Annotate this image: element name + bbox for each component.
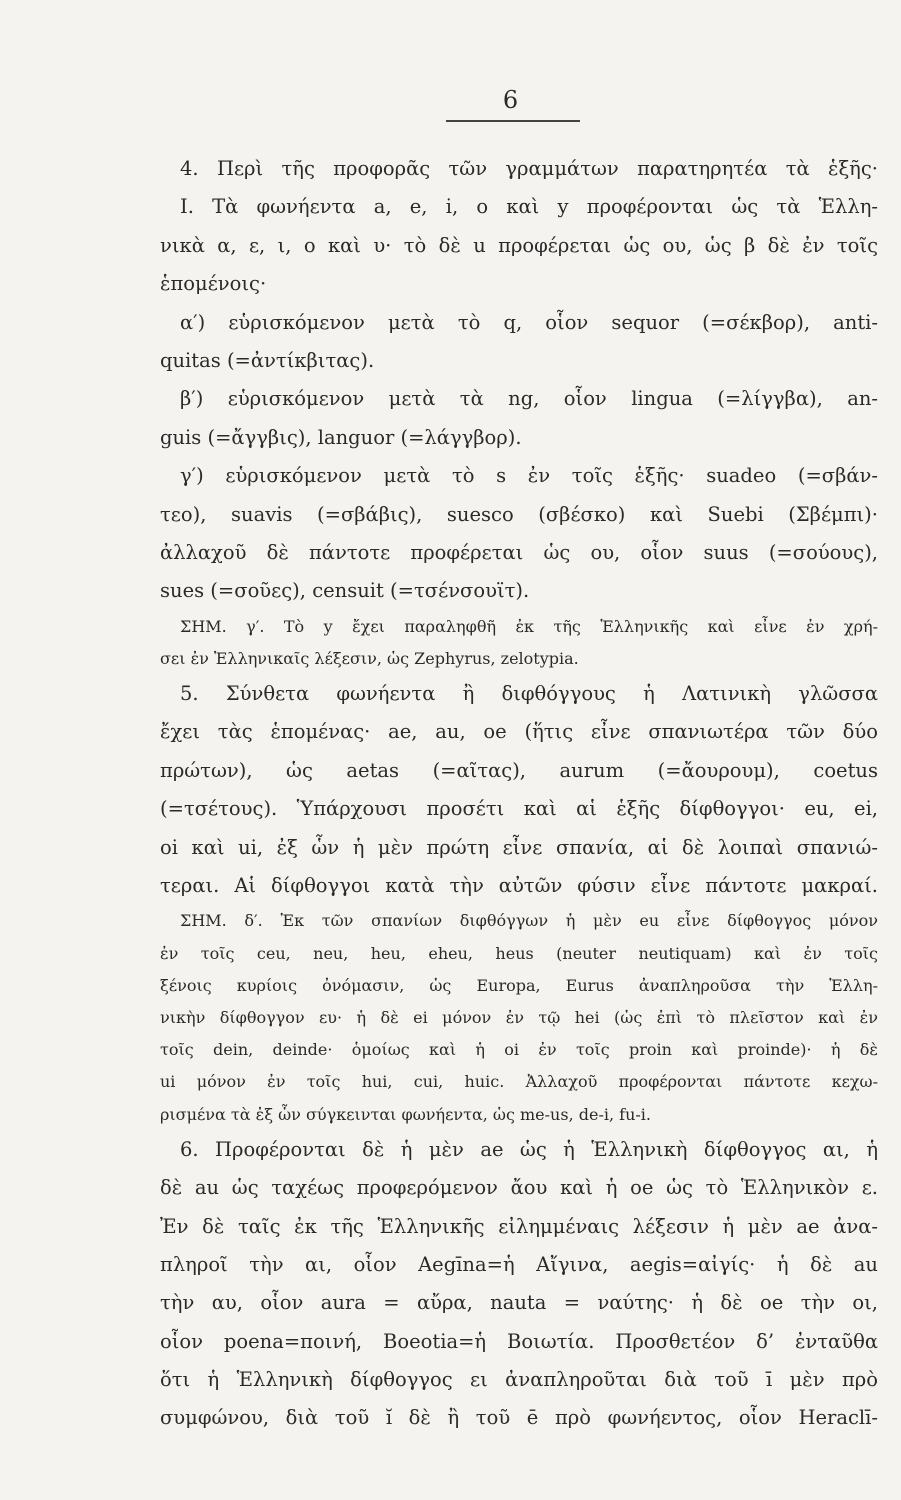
text-line: συμφώνου, διὰ τοῦ ĭ δὲ ἢ τοῦ ē πρὸ φωνήεντος, οἷον Heraclī- [160, 1406, 878, 1430]
text-line: πληροῖ τὴν αι, οἷον Aegīna=ἡ Αἴγινα, aegis=αἰγίς· ἡ δὲ au [160, 1252, 878, 1276]
text-line: α′) εὑρισκόμενον μετὰ τὸ q, οἷον sequor (=σέκβορ), anti- [180, 310, 878, 334]
header-rule [446, 120, 580, 122]
text-line: sues (=σοῦες), censuit (=τσένσουϊτ). [160, 579, 530, 603]
note-line: τοῖς dein, deinde· ὁμοίως καὶ ἡ oi ἐν τοῖς proin καὶ proinde)· ἡ δὲ [160, 1040, 878, 1060]
text-line: τεραι. Αἱ δίφθογγοι κατὰ τὴν αὐτῶν φύσιν εἶνε πάντοτε μακραί. [160, 874, 878, 898]
text-line: oi καὶ ui, ἐξ ὧν ἡ μὲν πρώτη εἶνε σπανία, αἱ δὲ λοιπαὶ σπανιώ- [160, 835, 878, 859]
text-line: ἑπομένοις· [160, 272, 267, 296]
text-line: νικὰ α, ε, ι, ο καὶ υ· τὸ δὲ u προφέρεται ὡς ου, ὡς β δὲ ἐν τοῖς [160, 233, 878, 257]
text-line: quitas (=ἀντίκβιτας). [160, 348, 375, 372]
text-line: 6. Προφέρονται δὲ ἡ μὲν ae ὡς ἡ Ἑλληνικὴ δίφθογγος αι, ἡ [180, 1137, 878, 1161]
text-line: guis (=ἄγγβις), languor (=λάγγβορ). [160, 425, 522, 449]
text-line: τεο), suavis (=σβάβις), suesco (σβέσκο) καὶ Suebi (Σβέμπι)· [160, 502, 878, 526]
note-line: ΣΗΜ. γ′. Τὸ y ἔχει παραληφθῆ ἐκ τῆς Ἑλληνικῆς καὶ εἶνε ἐν χρή- [180, 616, 878, 636]
text-line: I. Τὰ φωνήεντα a, e, i, o καὶ y προφέρονται ὡς τὰ Ἑλλη- [180, 195, 878, 219]
note-line: σει ἐν Ἑλληνικαῖς λέξεσιν, ὡς Zephyrus, zelotypia. [160, 648, 579, 668]
text-line: (=τσέτους). Ὑπάρχουσι προσέτι καὶ αἱ ἑξῆς δίφθογγοι· eu, ei, [160, 797, 878, 821]
text-line: οἷον poena=ποινή, Boeotia=ἡ Βοιωτία. Προσθετέον δ’ ἐνταῦθα [160, 1329, 878, 1353]
note-line: ξένοις κυρίοις ὀνόμασιν, ὡς Europa, Eurus ἀναπληροῦσα τὴν Ἑλλη- [160, 975, 878, 995]
text-line: ὅτι ἡ Ἑλληνικὴ δίφθογγος ει ἀναπληροῦται διὰ τοῦ ī μὲν πρὸ [160, 1368, 878, 1392]
note-line: ΣΗΜ. δ′. Ἐκ τῶν σπανίων διφθόγγων ἡ μὲν eu εἶνε δίφθογγος μόνον [180, 911, 878, 931]
text-line: πρώτων), ὡς aetas (=αῖτας), aurum (=ἄουρουμ), coetus [160, 758, 878, 782]
text-line: 5. Σύνθετα φωνήεντα ἢ διφθόγγους ἡ Λατινικὴ γλῶσσα [180, 682, 878, 706]
body-text [160, 150, 878, 1438]
text-line: ἔχει τὰς ἑπομένας· ae, au, oe (ἥτις εἶνε σπανιωτέρα τῶν δύο [160, 720, 878, 744]
note-line: ἐν τοῖς ceu, neu, heu, eheu, heus (neuter neutiquam) καὶ ἐν τοῖς [160, 943, 878, 963]
page-number: 6 [502, 86, 520, 114]
note-line: νικὴν δίφθογγον ευ· ἡ δὲ ei μόνον ἐν τῷ hei (ὡς ἐπὶ τὸ πλεῖστον καὶ ἐν [160, 1007, 878, 1027]
text-line: τὴν αυ, οἷον aura = αὔρα, nauta = ναύτης· ἡ δὲ oe τὴν οι, [160, 1291, 878, 1315]
note-line: ui μόνον ἐν τοῖς hui, cui, huic. Ἀλλαχοῦ προφέρονται πάντοτε κεχω- [160, 1072, 878, 1092]
text-line: ἀλλαχοῦ δὲ πάντοτε προφέρεται ὡς ου, οἷον suus (=σούους), [160, 540, 878, 564]
text-line: γ′) εὑρισκόμενον μετὰ τὸ s ἐν τοῖς ἑξῆς· suadeo (=σβάν- [180, 464, 878, 488]
note-line: ρισμένα τὰ ἐξ ὧν σύγκεινται φωνήεντα, ὡς me-us, de-i, fu-i. [160, 1104, 651, 1124]
text-line: β′) εὑρισκόμενον μετὰ τὰ ng, οἷον lingua (=λίγγβα), an- [180, 387, 878, 411]
text-line: δὲ au ὡς ταχέως προφερόμενον ἄου καὶ ἡ oe ὡς τὸ Ἑλληνικὸν ε. [160, 1176, 878, 1200]
text-line: Ἐν δὲ ταῖς ἐκ τῆς Ἑλληνικῆς εἰλημμέναις λέξεσιν ἡ μὲν ae ἀνα- [160, 1214, 878, 1238]
text-line: 4. Περὶ τῆς προφορᾶς τῶν γραμμάτων παρατηρητέα τὰ ἑξῆς· [180, 157, 878, 180]
